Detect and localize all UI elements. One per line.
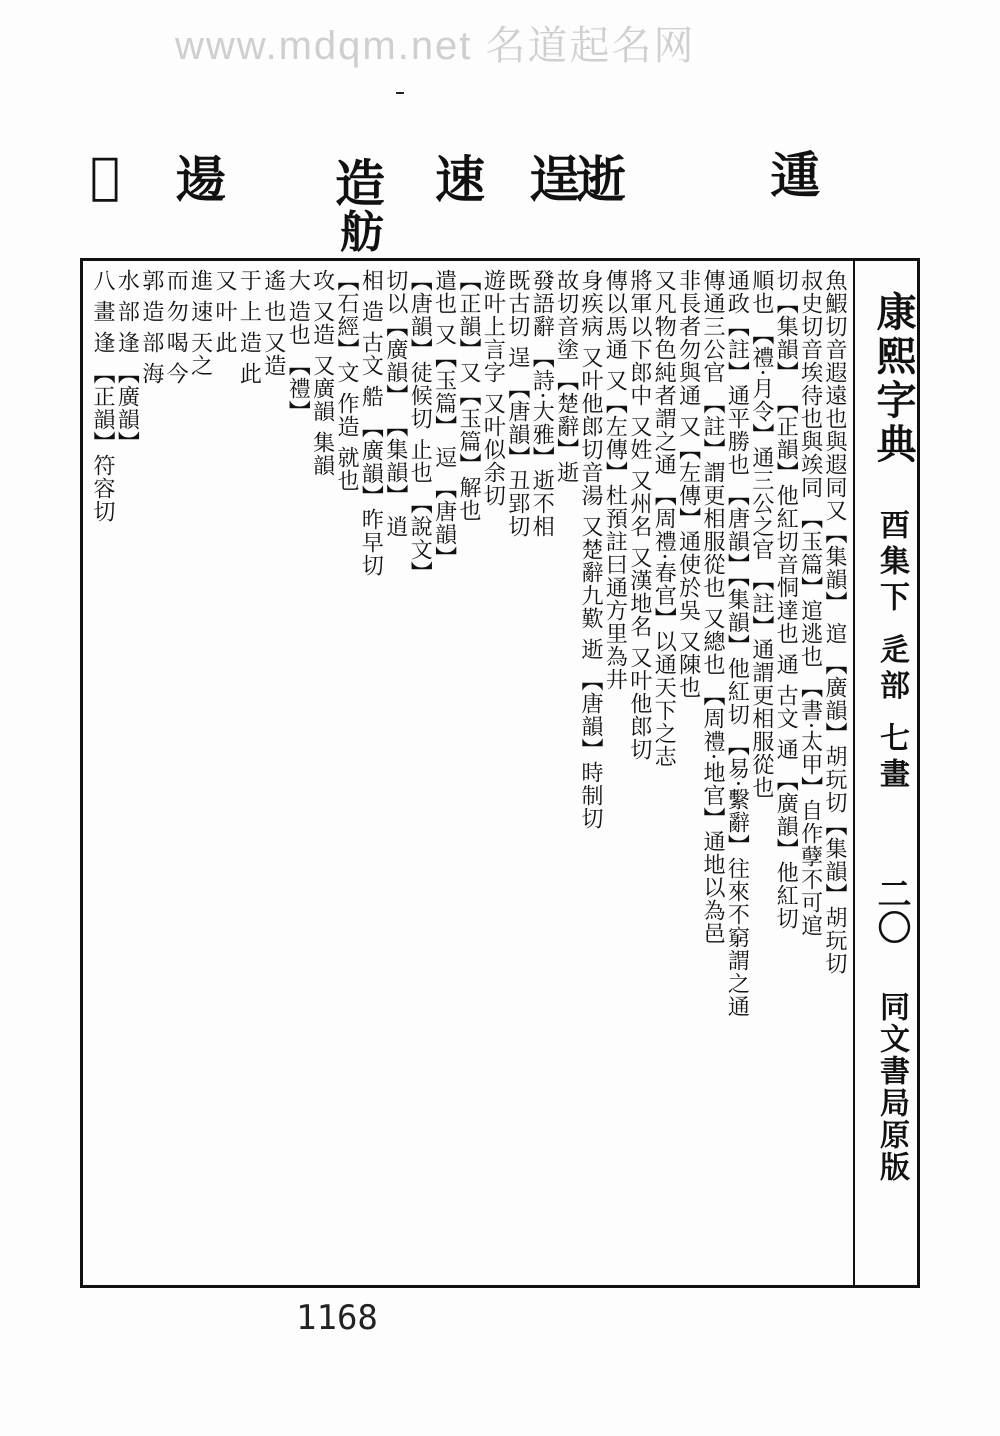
dictionary-body bbox=[89, 269, 849, 1277]
text-column: 進 速 天之 bbox=[187, 269, 213, 377]
text-column: 大 造也 【禮】 bbox=[285, 269, 311, 423]
page-number: 1168 bbox=[296, 1298, 378, 1338]
watermark: www.mdqm.net 名道起名网 bbox=[175, 24, 696, 68]
text-column: 于 上 造 此 bbox=[236, 269, 262, 385]
seal-character: 逞逝 bbox=[530, 150, 622, 209]
text-column: 遙 也 又造 bbox=[260, 269, 286, 377]
text-column: 相 造 古文 艁 【廣韻】昨早切 bbox=[358, 269, 384, 577]
seal-script-row bbox=[80, 140, 900, 258]
text-column: 傳以馬通 又【左傳】杜預註曰通方里為井 bbox=[602, 269, 628, 691]
text-column: 八 畫 逢 【正韻】符容切 bbox=[90, 269, 115, 523]
text-column: 切【集韻】 【正韻】他紅切音恫達也 通 古文 通 【廣韻】他紅切 bbox=[773, 269, 799, 930]
text-column: 而 勿 喝 今 bbox=[163, 269, 189, 385]
text-column: 【唐韻】徒候切 止也 【說文】 bbox=[407, 269, 433, 584]
text-column: 水 部 逢 【廣韻】 bbox=[114, 269, 140, 454]
text-column: 既古切 逞 【唐韻】丑郢切 bbox=[504, 269, 530, 538]
text-column: 【石經】文 作造 就也 bbox=[334, 269, 359, 492]
text-column: 將軍以下郎中 又姓 又州名 又漢地名 又叶他郎切 bbox=[626, 269, 652, 761]
side-margin bbox=[853, 261, 917, 1285]
seal-character: 舫 bbox=[340, 207, 380, 258]
text-column: 魚鰕切音遐遠也與遐同又【集韻】 逭 【廣韻】胡玩切【集韻】胡玩切 bbox=[822, 269, 847, 975]
text-column: 故切音塗 【楚辭】逝 bbox=[553, 269, 579, 484]
text-column: 順也 【禮·月令】通三公之官 【註】通謂更相服從也 bbox=[748, 269, 774, 799]
text-column: 發語辭 【詩·大雅】逝不相 bbox=[529, 269, 555, 538]
text-column: 傳通三公官 【註】謂更相服從也 又總也 【周禮·地官】通地以為邑 bbox=[700, 269, 725, 945]
text-column: 叔史切音埃待也與竢同 【玉篇】逭逃也 【書·太甲】自作孽不可逭 bbox=[797, 269, 823, 937]
book-title: 康熙字典 bbox=[870, 291, 917, 467]
text-column: 遣也 又【玉篇】 逗 【唐韻】 bbox=[431, 269, 457, 569]
text-column: 攻 又造 又廣韻 集韻 bbox=[309, 269, 335, 477]
text-column: 又凡物色純者謂之通 【周禮·春官】以通天下之志 bbox=[651, 269, 677, 768]
text-column: 【正韻】又【玉篇】解也 bbox=[456, 269, 481, 522]
seal-character: 𨔝 bbox=[770, 146, 816, 205]
text-column: 又 叶 此 bbox=[212, 269, 237, 354]
text-column: 非長者勿與通 又【左傳】通使於吳 又陳也 bbox=[675, 269, 701, 699]
text-frame bbox=[80, 258, 920, 1288]
text-column: 通政【註】通平勝也 【唐韻】【集韻】他紅切 【易·繫辭】往來不窮謂之通 bbox=[724, 269, 750, 1018]
margin-mark bbox=[396, 92, 404, 94]
publisher-label: 同文書局原版 bbox=[874, 991, 909, 1183]
seal-character: 造 bbox=[335, 154, 381, 213]
text-column: 身疾病 又叶他郎切音湯 又楚辭九歎 逝 【唐韻】時制切 bbox=[578, 269, 603, 830]
text-column: 遊叶上言字 又叶似余切 bbox=[480, 269, 506, 507]
seal-character: 𨕖 bbox=[90, 146, 117, 205]
folio-number: 二〇 bbox=[871, 876, 911, 944]
seal-character: 速 bbox=[435, 150, 481, 209]
seal-character: 逿 bbox=[176, 150, 222, 209]
text-column: 切以【廣韻】 【集韻】 逍 bbox=[382, 269, 408, 538]
text-column: 郭 造 部 海 bbox=[138, 269, 164, 385]
section-label: 酉集下 辵部 七畫 bbox=[874, 509, 909, 794]
